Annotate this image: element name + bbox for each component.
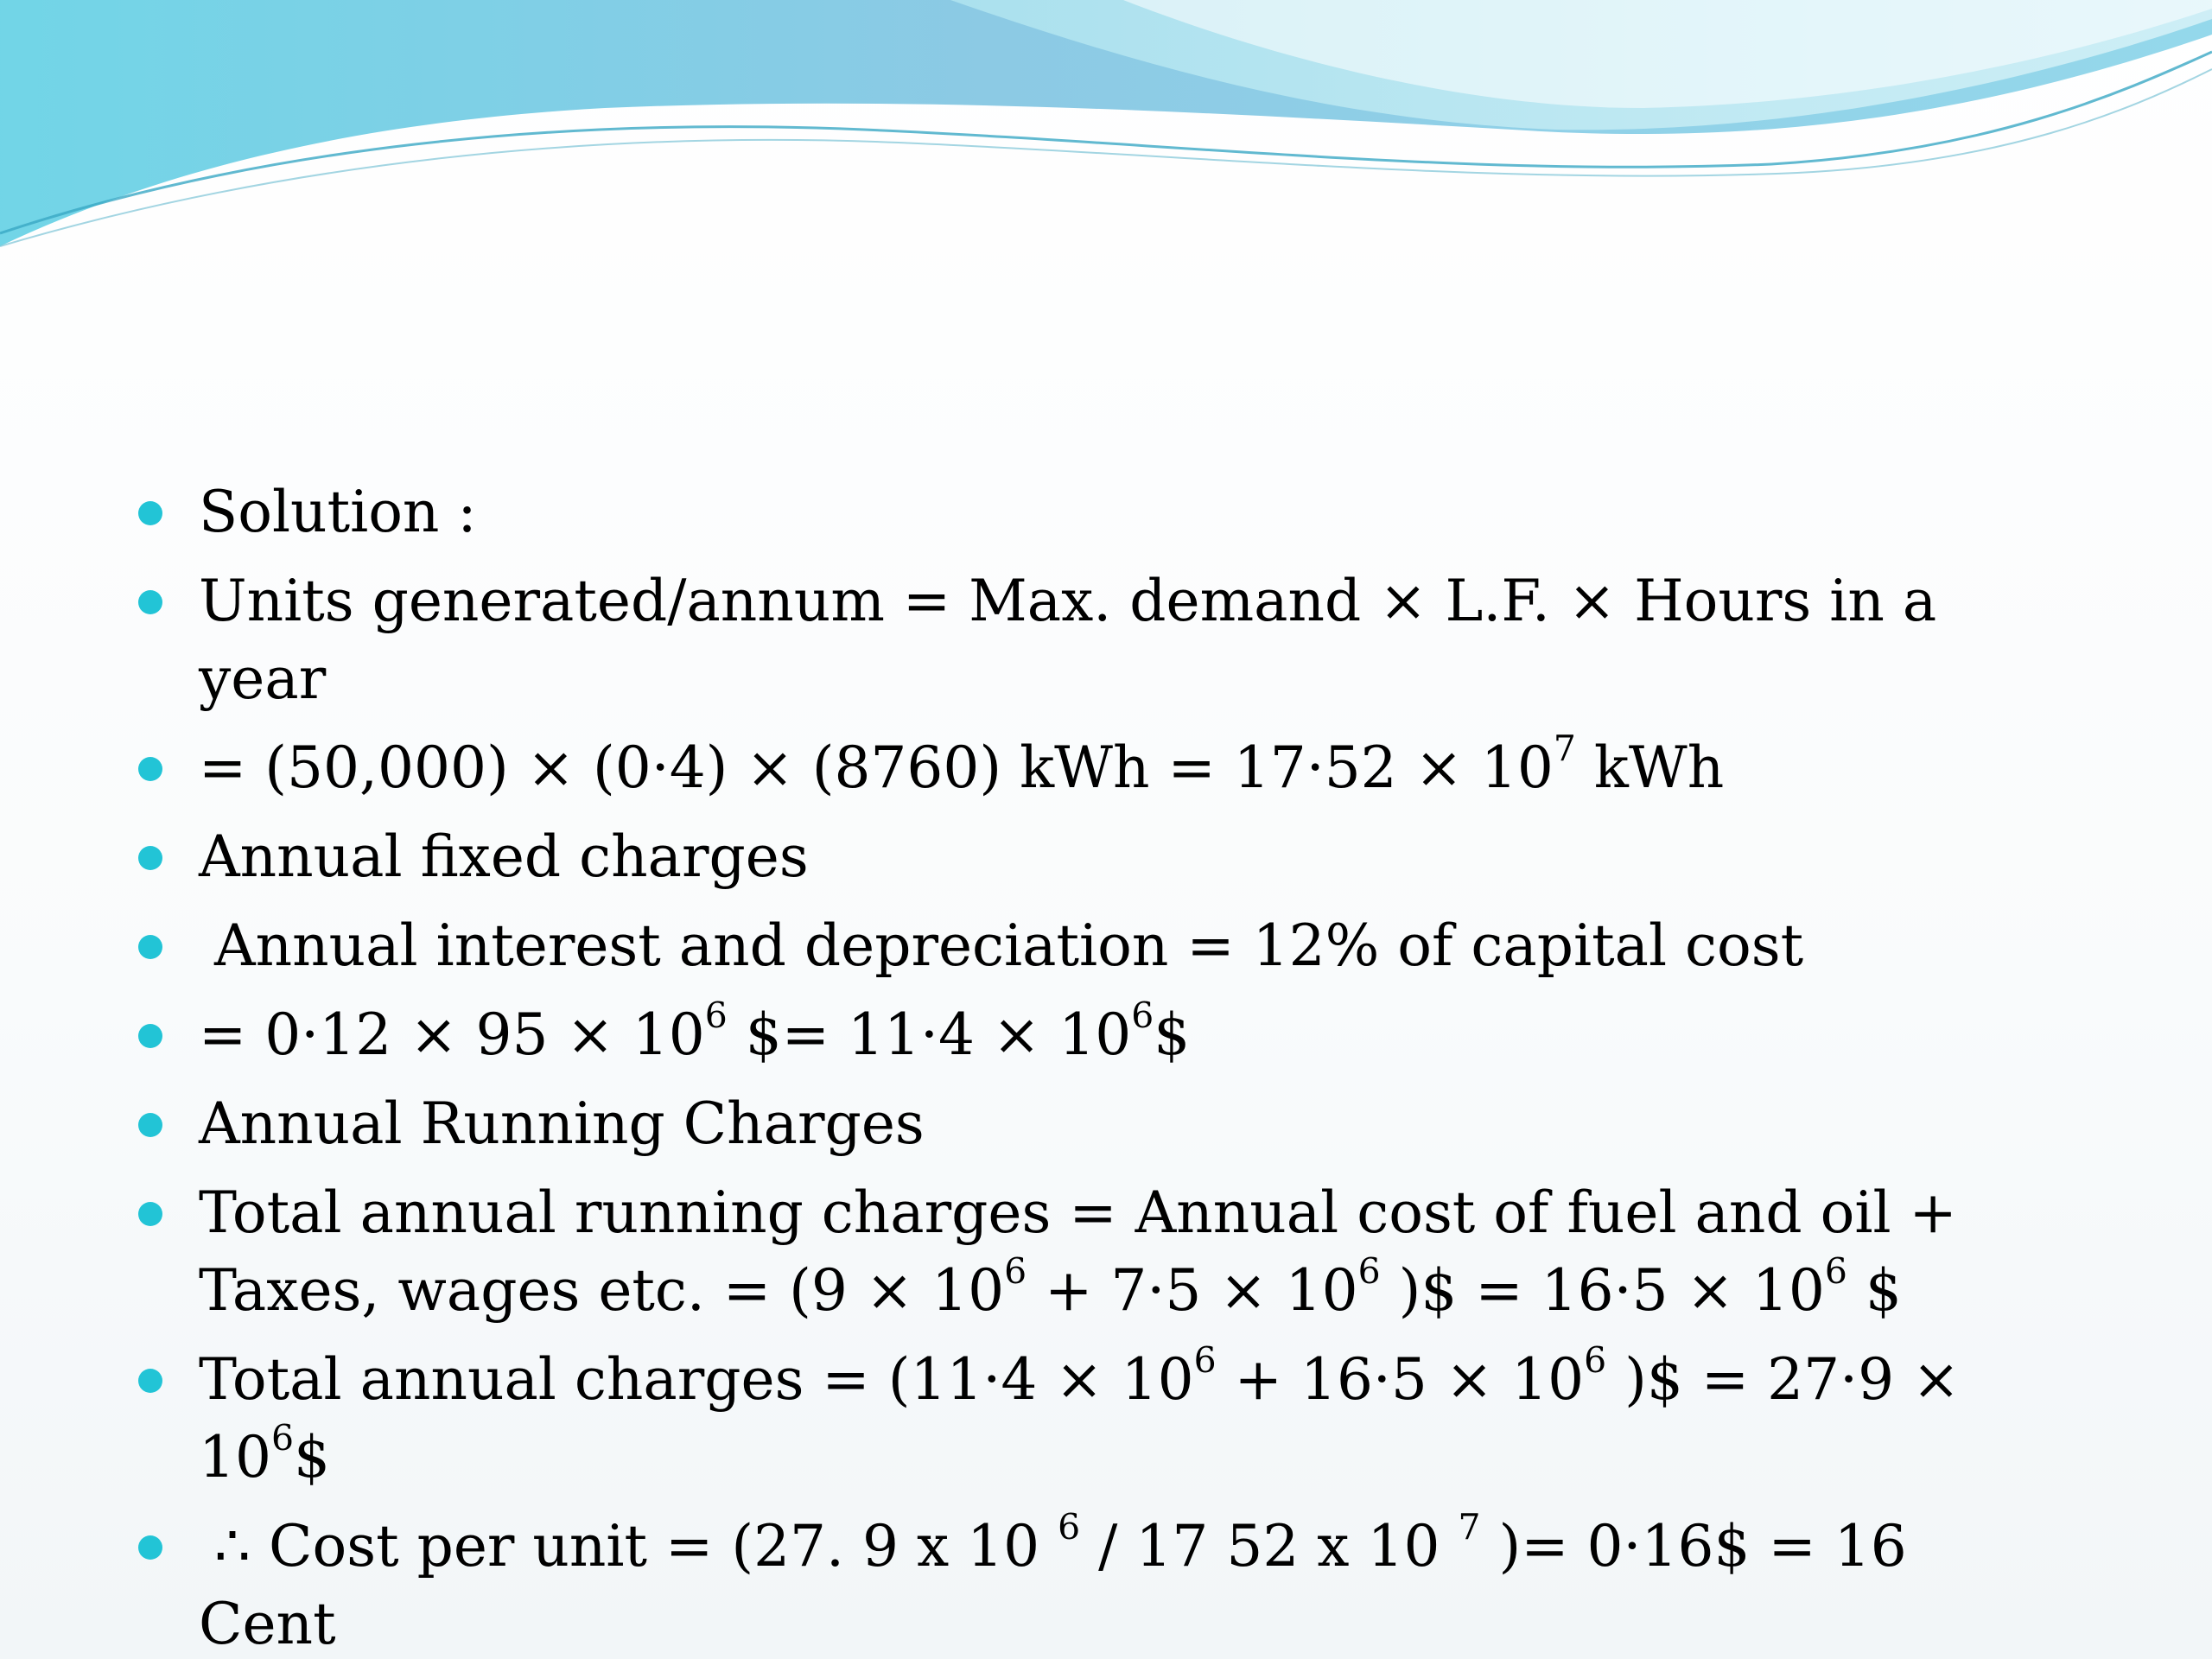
list-item (138, 474, 2039, 551)
bullet-dot-icon (138, 935, 162, 959)
list-item (138, 563, 2039, 718)
list-item (138, 729, 2039, 807)
bullet-text-part: = 0·12 × 95 × 10 (199, 1001, 705, 1068)
list-item (138, 1085, 2039, 1163)
superscript: 7 (1458, 1506, 1481, 1548)
bullet-text-part: = (50,000) × (0·4) × (8760) kWh = 17·52 × 10 (199, 734, 1554, 801)
bullet-dot-icon (138, 1113, 162, 1137)
superscript: 7 (1553, 728, 1576, 770)
bullet-dot-icon (138, 501, 162, 525)
bullet-text-part: + 16·5 × 10 (1216, 1346, 1585, 1413)
superscript: 6 (1357, 1250, 1381, 1293)
bullet-list (138, 474, 2039, 1659)
list-item (138, 818, 2039, 896)
bullet-text-part: $ (294, 1424, 331, 1491)
list-item (138, 1508, 2039, 1659)
wave-header-decoration (0, 0, 2212, 259)
bullet-dot-icon (138, 1369, 162, 1393)
bullet-dot-icon (138, 757, 162, 781)
superscript: 6 (1193, 1339, 1217, 1382)
bullet-text: Solution : (199, 479, 477, 545)
list-item (138, 907, 2039, 985)
list-item (138, 996, 2039, 1074)
list-item (138, 1174, 2039, 1330)
bullet-dot-icon (138, 590, 162, 614)
superscript: 6 (1131, 995, 1154, 1037)
superscript: 6 (1824, 1250, 1847, 1293)
bullet-dot-icon (138, 1535, 162, 1560)
bullet-dot-icon (138, 1202, 162, 1226)
bullet-dot-icon (138, 1024, 162, 1048)
list-item (138, 1341, 2039, 1497)
bullet-text-part: Total annual running charges = Annual cost of fuel and oil + Taxes, wages etc. = (9 × 10 (199, 1179, 1957, 1324)
bullet-text-part: Total annual charges = (11·4 × 10 (199, 1346, 1194, 1413)
bullet-text: Units generated/annum = Max. demand × L.F. × Hours in a year (199, 568, 1937, 712)
bullet-dot-icon (138, 846, 162, 870)
bullet-text-part: ∴ Cost per unit = (27. 9 x 10 (214, 1513, 1058, 1580)
bullet-text: Annual interest and depreciation = 12% of capital cost (214, 912, 1804, 979)
bullet-text-part: )= 0·16$ = 16 Cent (199, 1513, 1907, 1657)
bullet-text-part: + 7·5 × 10 (1027, 1257, 1358, 1324)
bullet-text: Annual fixed charges (199, 823, 809, 890)
bullet-text-part: / 17 52 x 10 (1080, 1513, 1459, 1580)
superscript: 6 (270, 1417, 295, 1459)
superscript: 6 (1004, 1250, 1027, 1293)
superscript: 6 (1584, 1339, 1607, 1382)
bullet-text: Annual Running Charges (199, 1090, 925, 1157)
bullet-text-part: kWh (1575, 734, 1725, 801)
bullet-text-part: $ (1847, 1257, 1902, 1324)
bullet-text-part: $= 11·4 × 10 (727, 1001, 1132, 1068)
bullet-text-part: $ (1154, 1001, 1191, 1068)
superscript: 6 (1058, 1506, 1081, 1548)
bullet-text-part: )$ = 16·5 × 10 (1380, 1257, 1825, 1324)
superscript: 6 (704, 995, 728, 1037)
bullet-text-part: )$ = 27·9 × 10 (199, 1346, 1961, 1491)
